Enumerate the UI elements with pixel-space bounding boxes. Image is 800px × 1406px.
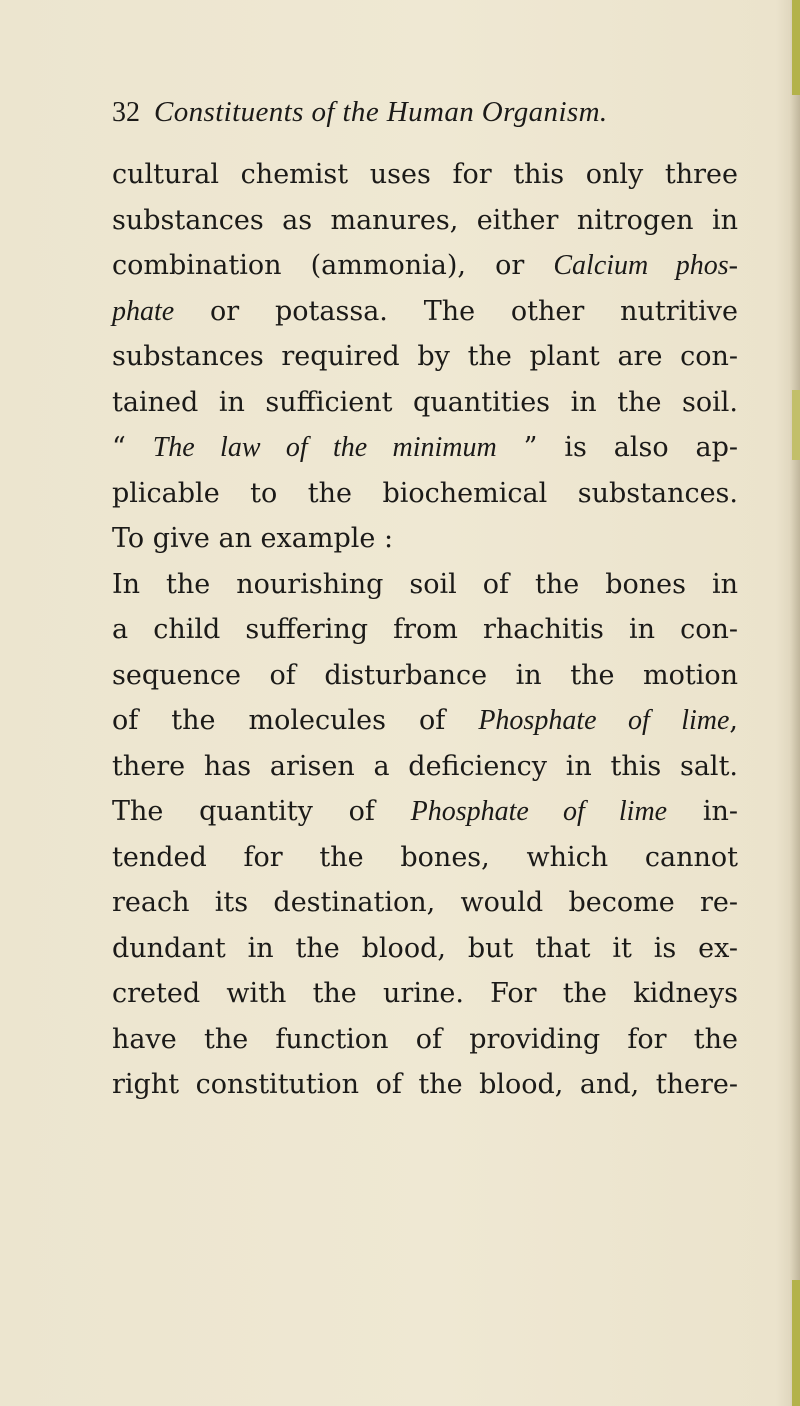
text-line (112, 198, 738, 244)
text-run: combination (ammonia), or (112, 250, 554, 281)
text-line (112, 562, 738, 608)
text-run: sequence of disturbance in the motion (112, 659, 738, 691)
italic-text: Calcium phos- (553, 250, 738, 281)
text-line (112, 471, 738, 517)
text-line (112, 243, 738, 289)
italic-text: Phosphate of lime (410, 796, 668, 827)
text-line (112, 926, 738, 972)
text-line (112, 1062, 738, 1108)
text-run: plicable to the biochemical substances. (112, 477, 738, 509)
page-edge-stain (792, 0, 800, 95)
text-run: of the molecules of (112, 705, 479, 736)
page-edge-stain (792, 1280, 800, 1406)
text-run: dundant in the blood, but that it is ex- (112, 932, 738, 964)
text-line (112, 880, 738, 926)
text-run: creted with the urine. For the kidneys (112, 978, 738, 1009)
text-line (112, 971, 738, 1017)
text-run: tained in sufficient quantities in the soil. (112, 386, 738, 418)
text-line (112, 698, 738, 744)
text-line (112, 744, 738, 790)
italic-text: The law of the minimum (152, 432, 497, 463)
text-line (112, 289, 738, 335)
text-run: right constitution of the blood, and, there- (112, 1069, 738, 1100)
text-line (112, 380, 738, 426)
text-run: In the nourishing soil of the bones in (112, 568, 738, 600)
text-line (112, 425, 738, 471)
running-title: Constituents of the Human Organism. (154, 96, 608, 128)
text-run: substances required by the plant are con- (112, 341, 738, 372)
text-line (112, 835, 738, 881)
page-edge-stain (792, 390, 800, 460)
italic-text: Phosphate of lime (478, 705, 730, 736)
text-run: , (729, 705, 739, 736)
text-run: ” is also ap- (496, 432, 738, 463)
text-line (112, 789, 738, 835)
italic-text: phate (112, 295, 175, 327)
text-line (112, 1017, 738, 1063)
text-line (112, 334, 738, 380)
text-run: in- (667, 796, 738, 827)
text-run: The quantity of (112, 796, 411, 827)
text-run: “ (112, 432, 153, 463)
text-line (112, 607, 738, 653)
body-text (112, 152, 738, 1108)
running-header (112, 96, 737, 136)
text-run: reach its destination, would become re- (112, 887, 738, 918)
page-edge-shadow (790, 0, 800, 1406)
text-line (112, 653, 738, 699)
page-number: 32 (112, 97, 140, 128)
text-run: a child suffering from rhachitis in con- (112, 614, 738, 645)
text-run: there has arisen a deficiency in this salt. (112, 750, 738, 782)
text-line (112, 152, 738, 198)
text-run: cultural chemist uses for this only three (112, 159, 738, 190)
text-run: To give an example : (112, 523, 394, 554)
text-run: or potassa. The other nutritive (174, 295, 738, 327)
text-line (112, 516, 738, 562)
text-run: have the function of providing for the (112, 1023, 738, 1055)
text-run: substances as manures, either nitrogen in (112, 204, 738, 236)
text-run: tended for the bones, which cannot (112, 841, 738, 873)
